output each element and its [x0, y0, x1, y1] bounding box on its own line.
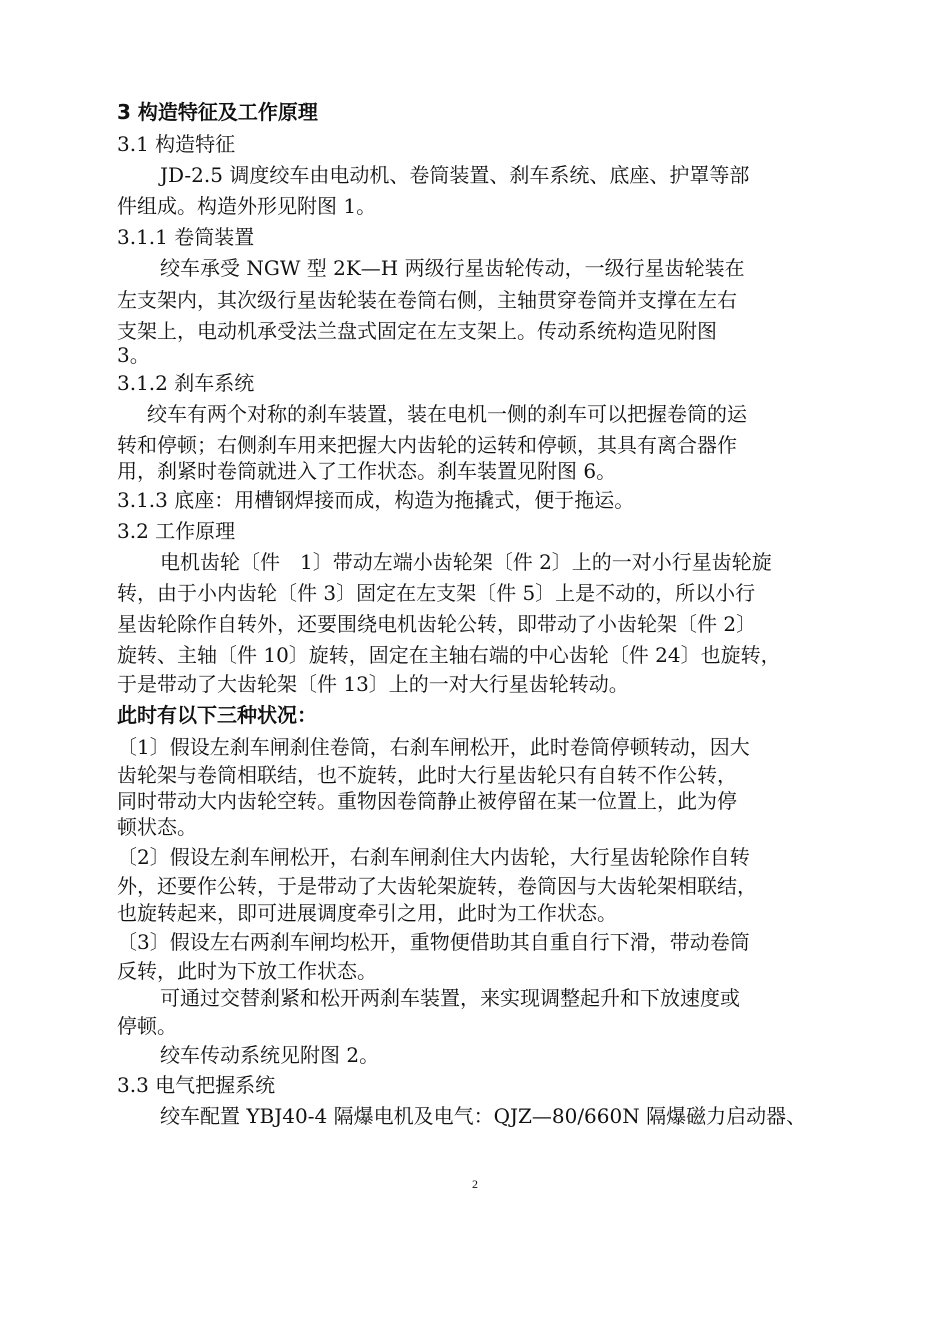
paragraph-line: 〔3〕假设左右两刹车闸均松开，重物便借助其自重自行下滑，带动卷筒	[117, 930, 750, 954]
paragraph-line: 旋转、主轴〔件 10〕旋转，固定在主轴右端的中心齿轮〔件 24〕也旋转，	[117, 643, 781, 667]
paragraph-line: JD-2.5 调度绞车由电动机、卷筒装置、刹车系统、底座、护罩等部	[160, 163, 750, 187]
paragraph-line: 绞车承受 NGW 型 2K—H 两级行星齿轮传动，一级行星齿轮装在	[160, 256, 745, 280]
paragraph-line: 电机齿轮〔件 1〕带动左端小齿轮架〔件 2〕上的一对小行星齿轮旋	[160, 550, 772, 574]
paragraph-line: 3.1.3 底座：用槽钢焊接而成，构造为拖撬式，便于拖运。	[117, 488, 635, 512]
paragraph-line: 件组成。构造外形见附图 1。	[117, 194, 377, 218]
paragraph-line: 绞车传动系统见附图 2。	[160, 1043, 380, 1067]
bold-heading: 此时有以下三种状况：	[117, 703, 317, 727]
page-number: 2	[472, 1177, 478, 1191]
paragraph-line: 齿轮架与卷筒相联结，也不旋转，此时大行星齿轮只有自转不作公转，	[117, 763, 737, 787]
paragraph-line: 绞车配置 YBJ40-4 隔爆电机及电气：QJZ—80/660N 隔爆磁力启动器、	[160, 1104, 807, 1128]
paragraph-line: 转和停顿；右侧刹车用来把握大内齿轮的运转和停顿，其具有离合器作	[117, 433, 737, 457]
paragraph-line: 可通过交替刹紧和松开两刹车装置，来实现调整起升和下放速度或	[160, 986, 740, 1010]
paragraph-line: 左支架内，其次级行星齿轮装在卷筒右侧，主轴贯穿卷筒并支撑在左右	[117, 288, 737, 312]
paragraph-line: 外，还要作公转，于是带动了大齿轮架旋转，卷筒因与大齿轮架相联结，	[117, 874, 757, 898]
paragraph-line: 也旋转起来，即可进展调度牵引之用，此时为工作状态。	[117, 901, 617, 925]
paragraph-line: 支架上，电动机承受法兰盘式固定在左支架上。传动系统构造见附图	[117, 319, 717, 343]
subsection-heading: 3.1.1 卷筒装置	[117, 225, 255, 249]
paragraph-line: 转，由于小内齿轮〔件 3〕固定在左支架〔件 5〕上是不动的，所以小行	[117, 581, 756, 605]
paragraph-line: 星齿轮除作自转外，还要围绕电机齿轮公转，即带动了小齿轮架〔件 2〕	[117, 612, 757, 636]
paragraph-line: 绞车有两个对称的刹车装置，装在电机一侧的刹车可以把握卷筒的运	[147, 402, 747, 426]
section-heading: 3 构造特征及工作原理	[117, 100, 318, 124]
paragraph-line: 顿状态。	[117, 815, 197, 839]
paragraph-line: 〔1〕假设左刹车闸刹住卷筒，右刹车闸松开，此时卷筒停顿转动，因大	[117, 735, 750, 759]
subsection-heading: 3.2 工作原理	[117, 519, 236, 543]
paragraph-line: 同时带动大内齿轮空转。重物因卷筒静止被停留在某一位置上，此为停	[117, 789, 737, 813]
paragraph-line: 于是带动了大齿轮架〔件 13〕上的一对大行星齿轮转动。	[117, 672, 629, 696]
subsection-heading: 3.1.2 刹车系统	[117, 371, 255, 395]
subsection-heading: 3.3 电气把握系统	[117, 1073, 276, 1097]
paragraph-line: 3。	[117, 343, 150, 367]
paragraph-line: 〔2〕假设左刹车闸松开，右刹车闸刹住大内齿轮，大行星齿轮除作自转	[117, 845, 750, 869]
paragraph-line: 反转，此时为下放工作状态。	[117, 959, 377, 983]
paragraph-line: 用，刹紧时卷筒就进入了工作状态。刹车装置见附图 6。	[117, 459, 617, 483]
paragraph-line: 停顿。	[117, 1014, 177, 1038]
subsection-heading: 3.1 构造特征	[117, 132, 236, 156]
